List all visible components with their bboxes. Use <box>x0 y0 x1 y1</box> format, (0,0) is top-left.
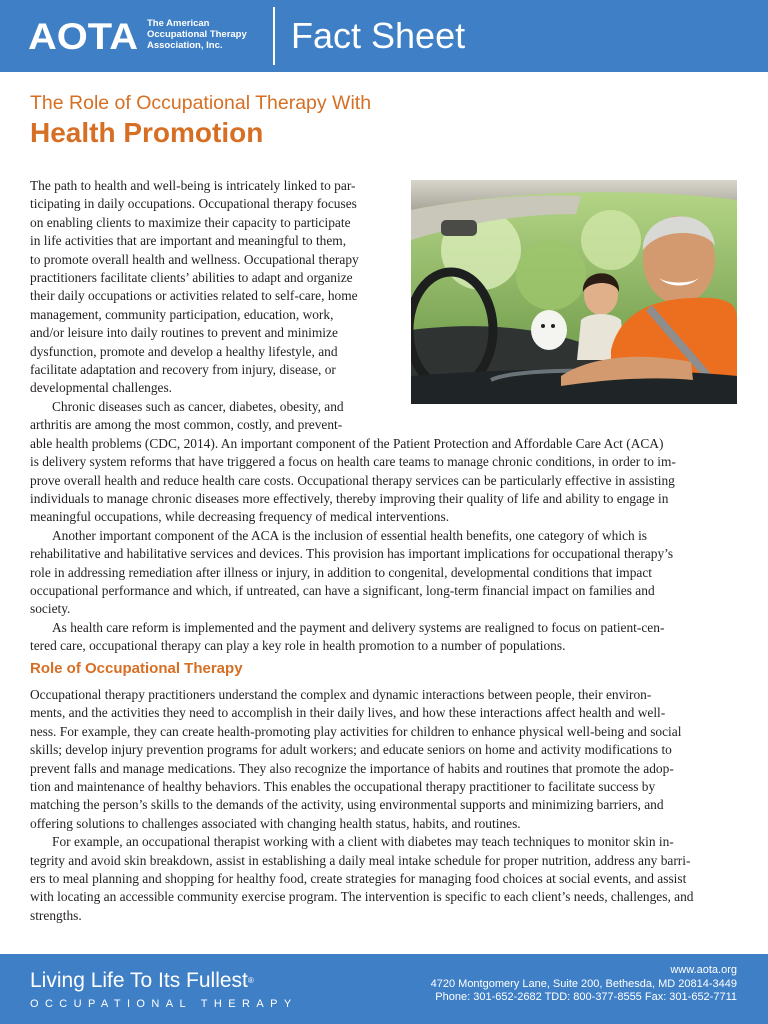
text-line: able health problems (CDC, 2014). An important component of the Patient Protection and Affordable Care Act (ACA) <box>30 435 664 451</box>
text-line: tered care, occupational therapy can play a key role in health promotion to a number of populations. <box>30 638 566 654</box>
text-line: ers to meal planning and shopping for healthy food, create strategies for managing food choices at social events, and assist <box>30 871 687 887</box>
text-line: matching the person’s skills to the demands of the activity, using environmental supports and minimizing barriers, and <box>30 797 664 813</box>
text-line: prevent falls and manage medications. They also recognize the importance of habits and routines that promote the adop- <box>30 760 674 776</box>
document-type-title: Fact Sheet <box>291 15 466 56</box>
footer-tagline-sub: OCCUPATIONAL THERAPY <box>30 998 298 1010</box>
mailing-address: 4720 Montgomery Lane, Suite 200, Bethesda, MD 20814-3449 <box>430 977 737 990</box>
text-line: For example, an occupational therapist working with a client with diabetes may teach techniques to monitor skin in- <box>52 834 674 850</box>
logo-subtitle-line: The American <box>147 18 210 29</box>
footer-tagline <box>30 969 254 993</box>
text-line: with locating an accessible community exercise program. The intervention is specific to each client’s needs, challenges, and <box>30 889 694 905</box>
text-line: facilitate adaptation and recovery from injury, disease, or <box>30 362 336 378</box>
text-line: The path to health and well-being is intricately linked to par- <box>30 178 356 193</box>
footer-banner <box>0 954 768 1024</box>
text-line: ments, and the activities they need to accomplish in their daily lives, and how these interactions affect health and well- <box>30 705 666 721</box>
text-line: on enabling clients to maximize their capacity to participate <box>30 214 351 230</box>
registered-mark: ® <box>247 976 254 985</box>
text-line: individuals to manage chronic diseases more effectively, thereby improving their quality of life and ability to engage in <box>30 490 669 506</box>
text-line: in life activities that are important and meaningful to them, <box>30 233 347 249</box>
aota-logo <box>28 17 140 55</box>
text-line: and/or leisure into daily routines to prevent and minimize <box>30 325 338 341</box>
text-line: strengths. <box>30 907 82 923</box>
phone-numbers: Phone: 301-652-2682 TDD: 800-377-8555 Fax: 301-652-7711 <box>435 991 737 1003</box>
text-line: Chronic diseases such as cancer, diabetes, obesity, and <box>52 398 344 414</box>
text-line: offering solutions to challenges associated with changing health status, habits, and routines. <box>30 815 521 831</box>
logo-subtitle-line: Occupational Therapy <box>147 29 247 40</box>
text-line: Occupational therapy practitioners understand the complex and dynamic interactions between people, their environ- <box>30 687 652 702</box>
intro-paragraph <box>30 177 676 656</box>
aota-logo-text: AOTA <box>28 17 138 55</box>
text-line: occupational performance and which, if untreated, can have a significant, long-term financial impact on families and <box>30 582 655 598</box>
logo-subtitle-line: Association, Inc. <box>147 40 223 51</box>
text-line: As health care reform is implemented and the payment and delivery systems are realigned to focus on patient-cen- <box>52 619 665 635</box>
text-line: ticipating in daily occupations. Occupational therapy focuses <box>30 196 357 212</box>
text-line: developmental challenges. <box>30 380 173 396</box>
document-title-line1: The Role of Occupational Therapy With <box>30 92 372 114</box>
text-line: meaningful occupations, while decreasing frequency of medical interventions. <box>30 509 450 525</box>
text-line: society. <box>30 601 71 617</box>
text-line: role in addressing remediation after illness or injury, in addition to congenital, developmental conditions that impact <box>30 564 653 580</box>
text-line: Another important component of the ACA is the inclusion of essential health benefits, one category of which is <box>52 527 648 543</box>
section-paragraph <box>30 686 693 925</box>
website-link[interactable]: www.aota.org <box>670 964 737 976</box>
text-line: skills; develop injury prevention programs for adult workers; and educate seniors on home and activity modifications to <box>30 742 672 758</box>
text-line: tegrity and avoid skin breakdown, assist in establishing a daily meal intake schedule for proper nutrition, address any barri- <box>30 852 691 868</box>
text-line: tion and maintenance of healthy behaviors. This enables the occupational therapy practitioner to facilitate success by <box>30 779 656 795</box>
text-line: rehabilitative and habilitative services and devices. This provision has important implications for occupational therapy’s <box>30 546 674 562</box>
text-line: their daily occupations or activities related to self-care, home <box>30 288 358 304</box>
text-line: prove overall health and reduce health care costs. Occupational therapy services can be particularly effective in assisting <box>30 472 675 488</box>
text-line: is delivery system reforms that have triggered a focus on health care teams to manage chronic conditions, in order to im- <box>30 454 676 470</box>
text-line: arthritis are among the most common, costly, and prevent- <box>30 417 343 433</box>
text-line: to promote overall health and wellness. Occupational therapy <box>30 251 359 267</box>
text-line: ness. For example, they can create health-promoting play activities for children to enhance physical well-being and social <box>30 723 682 739</box>
text-line: dysfunction, promote and develop a healthy lifestyle, and <box>30 343 338 359</box>
text-line: management, community participation, education, work, <box>30 306 334 322</box>
section-heading: Role of Occupational Therapy <box>30 660 243 677</box>
header-banner <box>0 0 768 72</box>
logo-subtitle <box>147 18 267 51</box>
tagline-text: Living Life To Its Fullest <box>30 969 248 992</box>
header-divider <box>273 7 275 65</box>
footer-contact <box>431 964 737 1005</box>
document-title-line2: Health Promotion <box>30 117 264 148</box>
text-line: practitioners facilitate clients’ abilities to adapt and organize <box>30 270 353 286</box>
